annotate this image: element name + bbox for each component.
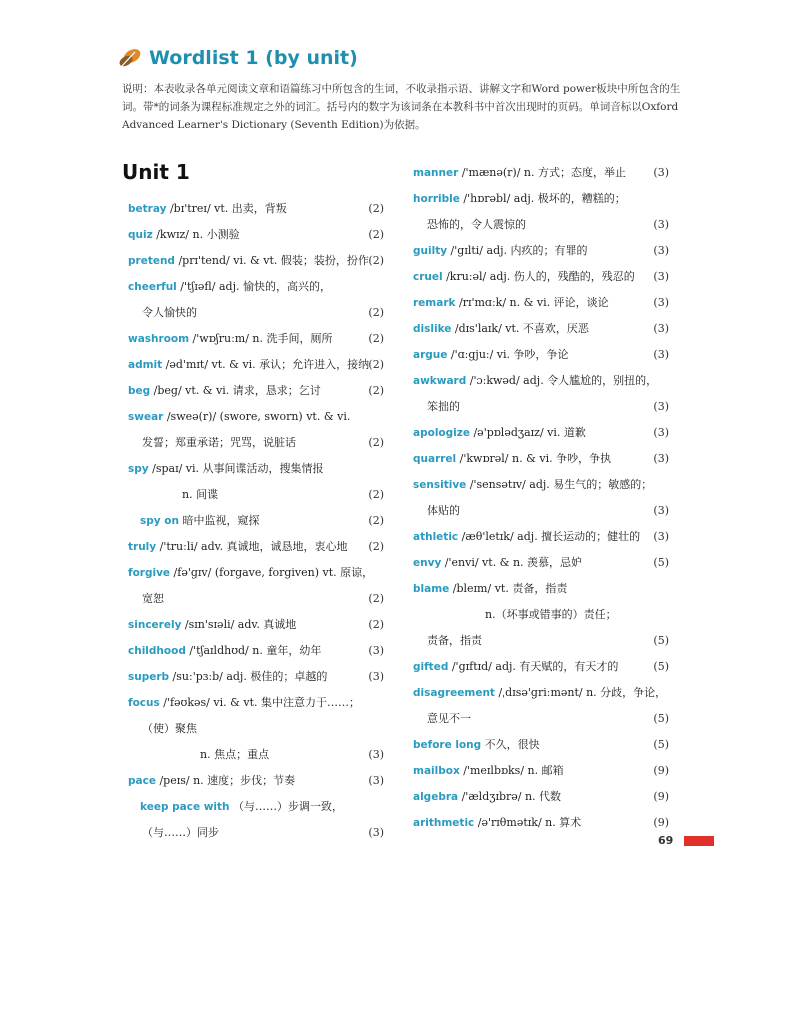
definition: /sɪn'sɪəli/ adv. 真诚地 xyxy=(181,618,297,631)
definition: /beg/ vt. & vi. 请求，恳求；乞讨 xyxy=(150,384,321,397)
page-ref: (3) xyxy=(653,166,669,179)
page-ref: (9) xyxy=(653,790,669,803)
page-title: Wordlist 1 (by unit) xyxy=(149,47,358,69)
entry-text xyxy=(128,378,321,404)
page-ref: (3) xyxy=(368,826,384,839)
definition: 宽恕 xyxy=(142,592,164,605)
unit-title: Unit 1 xyxy=(122,160,190,184)
entry-text xyxy=(128,352,369,378)
definition: /ə'pɒlədʒaɪz/ vi. 道歉 xyxy=(469,426,586,439)
list-item xyxy=(413,238,669,264)
definition: 体贴的 xyxy=(427,504,460,517)
page-ref: (5) xyxy=(653,634,669,647)
page-ref: (3) xyxy=(653,322,669,335)
definition: /bleɪm/ vt. 责备，指责 xyxy=(449,582,568,595)
entry-text xyxy=(413,316,589,342)
list-item xyxy=(128,404,384,430)
list-item xyxy=(413,706,669,732)
page-ref: (3) xyxy=(653,244,669,257)
headword: truly xyxy=(128,541,157,553)
definition: n. 间谍 xyxy=(182,488,219,501)
entry-text xyxy=(128,404,350,430)
list-item xyxy=(128,508,384,534)
headword: horrible xyxy=(413,193,460,205)
entry-text xyxy=(182,482,218,508)
list-item xyxy=(413,394,669,420)
entry-text xyxy=(128,638,321,664)
list-item xyxy=(413,160,669,186)
list-item xyxy=(413,602,669,628)
headword: betray xyxy=(128,203,167,215)
page-number-bar xyxy=(684,836,714,846)
list-item xyxy=(128,560,384,586)
entry-text xyxy=(128,690,360,716)
list-item xyxy=(413,420,669,446)
headword: arithmetic xyxy=(413,817,475,829)
definition: /rɪ'mɑːk/ n. & vi. 评论，谈论 xyxy=(455,296,609,309)
headword: blame xyxy=(413,583,450,595)
list-item xyxy=(128,248,384,274)
list-item xyxy=(128,768,384,794)
entry-text xyxy=(142,716,197,742)
entry-text xyxy=(413,446,611,472)
definition: /bɪ'treɪ/ vt. 出卖，背叛 xyxy=(166,202,287,215)
entry-text xyxy=(140,508,259,534)
list-item xyxy=(128,326,384,352)
entry-text xyxy=(485,602,617,628)
headword: before long xyxy=(413,739,482,751)
page-ref: (3) xyxy=(653,348,669,361)
headword: apologize xyxy=(413,427,470,439)
definition: 发誓；郑重承诺；咒骂，说脏话 xyxy=(142,436,296,449)
entry-text xyxy=(413,784,561,810)
page-ref: (2) xyxy=(368,358,384,371)
entry-text xyxy=(413,264,635,290)
definition: 令人愉快的 xyxy=(142,306,197,319)
list-item xyxy=(413,264,669,290)
entry-text xyxy=(128,274,331,300)
entry-text xyxy=(128,534,348,560)
entry-text xyxy=(413,758,564,784)
definition: /'gɪftɪd/ adj. 有天赋的，有天才的 xyxy=(448,660,619,673)
definition: n.（坏事或错事的）责任； xyxy=(485,608,617,621)
leaf-icon xyxy=(117,46,143,70)
page-ref: (3) xyxy=(653,530,669,543)
headword: sensitive xyxy=(413,479,467,491)
page-ref: (2) xyxy=(368,332,384,345)
page-ref: (5) xyxy=(653,660,669,673)
page-ref: (2) xyxy=(368,488,384,501)
headword: superb xyxy=(128,671,170,683)
entry-text xyxy=(413,368,657,394)
right-column xyxy=(413,160,669,836)
entry-text xyxy=(413,342,569,368)
list-item xyxy=(413,732,669,758)
page-ref: (2) xyxy=(368,384,384,397)
page-ref: (5) xyxy=(653,738,669,751)
page-ref: (2) xyxy=(368,306,384,319)
entry-text xyxy=(128,196,287,222)
list-item xyxy=(128,690,384,716)
wordlist-header xyxy=(117,46,358,70)
headword: quiz xyxy=(128,229,153,241)
page-ref: (3) xyxy=(653,296,669,309)
headword: spy xyxy=(128,463,149,475)
headword: argue xyxy=(413,349,448,361)
page-ref: (3) xyxy=(653,504,669,517)
list-item xyxy=(413,550,669,576)
headword: envy xyxy=(413,557,442,569)
page-ref: (2) xyxy=(368,514,384,527)
entry-text xyxy=(413,810,581,836)
page-ref: (3) xyxy=(368,774,384,787)
entry-text xyxy=(413,680,666,706)
headword: disagreement xyxy=(413,687,495,699)
entry-text xyxy=(413,238,588,264)
page-ref: (2) xyxy=(368,254,384,267)
list-item xyxy=(128,820,384,846)
definition: /spaɪ/ vi. 从事间谍活动，搜集情报 xyxy=(148,462,324,475)
list-item xyxy=(413,524,669,550)
list-item xyxy=(413,186,669,212)
definition: /'envi/ vt. & n. 羡慕，忌妒 xyxy=(441,556,583,569)
entry-text xyxy=(142,820,219,846)
definition: /'fəʊkəs/ vi. & vt. 集中注意力于……； xyxy=(159,696,361,709)
definition: /peɪs/ n. 速度；步伐；节奏 xyxy=(155,774,296,787)
headword: sincerely xyxy=(128,619,182,631)
headword: algebra xyxy=(413,791,459,803)
page-ref: (2) xyxy=(368,202,384,215)
list-item xyxy=(413,342,669,368)
list-item xyxy=(128,664,384,690)
definition: /'hɒrəbl/ adj. 极坏的，糟糕的； xyxy=(459,192,626,205)
definition: /ˌdɪsə'griːmənt/ n. 分歧，争论， xyxy=(494,686,667,699)
page-ref: (2) xyxy=(368,618,384,631)
entry-text xyxy=(413,654,618,680)
list-item xyxy=(128,794,384,820)
entry-text xyxy=(140,794,343,820)
definition: /kruːəl/ adj. 伤人的，残酷的，残忍的 xyxy=(442,270,635,283)
headword: dislike xyxy=(413,323,452,335)
entry-text xyxy=(413,524,640,550)
definition: /'truːli/ adv. 真诚地，诚恳地，衷心地 xyxy=(156,540,348,553)
list-item xyxy=(128,716,384,742)
entry-text xyxy=(142,430,296,456)
headword: mailbox xyxy=(413,765,460,777)
headword: cruel xyxy=(413,271,443,283)
entry-text xyxy=(413,186,626,212)
entry-text xyxy=(427,628,482,654)
definition: /fə'gɪv/ (forgave, forgiven) vt. 原谅， xyxy=(170,566,374,579)
page-ref: (3) xyxy=(653,400,669,413)
entry-text xyxy=(128,560,373,586)
headword: spy on xyxy=(140,515,179,527)
page-ref: (3) xyxy=(653,452,669,465)
list-item xyxy=(413,784,669,810)
definition: /'mænə(r)/ n. 方式；态度，举止 xyxy=(458,166,626,179)
definition: 暗中监视，窥探 xyxy=(178,514,260,527)
entry-text xyxy=(413,420,586,446)
entry-text xyxy=(128,222,240,248)
definition: 笨拙的 xyxy=(427,400,460,413)
list-item xyxy=(413,290,669,316)
headword: pretend xyxy=(128,255,175,267)
entry-text xyxy=(200,742,269,768)
definition: /'kwɒrəl/ n. & vi. 争吵，争执 xyxy=(456,452,612,465)
page-ref: (2) xyxy=(368,592,384,605)
list-item xyxy=(128,638,384,664)
list-item xyxy=(413,498,669,524)
definition: /ə'rɪθmətɪk/ n. 算术 xyxy=(474,816,582,829)
entry-text xyxy=(413,472,652,498)
list-item xyxy=(128,612,384,638)
page-ref: (9) xyxy=(653,816,669,829)
definition: /'tʃaɪldhʊd/ n. 童年，幼年 xyxy=(185,644,322,657)
page-ref: (3) xyxy=(368,670,384,683)
headword: pace xyxy=(128,775,156,787)
definition: /æθ'letɪk/ adj. 擅长运动的；健壮的 xyxy=(458,530,641,543)
headword: remark xyxy=(413,297,456,309)
entry-text xyxy=(128,248,369,274)
headword: athletic xyxy=(413,531,459,543)
definition: 责备，指责 xyxy=(427,634,482,647)
list-item xyxy=(128,482,384,508)
headword: beg xyxy=(128,385,151,397)
definition: /dɪs'laɪk/ vt. 不喜欢，厌恶 xyxy=(451,322,589,335)
page-ref: (3) xyxy=(368,748,384,761)
definition: /'gɪlti/ adj. 内疚的；有罪的 xyxy=(447,244,588,257)
entry-text xyxy=(128,664,327,690)
page-ref: (2) xyxy=(368,436,384,449)
headword: admit xyxy=(128,359,163,371)
definition: /'ɑːgjuː/ vi. 争吵，争论 xyxy=(447,348,569,361)
page-ref: (3) xyxy=(653,270,669,283)
definition: /prɪ'tend/ vi. & vt. 假装；装扮，扮作 xyxy=(174,254,369,267)
list-item xyxy=(413,628,669,654)
list-item xyxy=(128,222,384,248)
definition: /sweə(r)/ (swore, sworn) vt. & vi. xyxy=(163,410,351,423)
list-item xyxy=(128,456,384,482)
entry-text xyxy=(413,576,567,602)
list-item xyxy=(413,576,669,602)
list-item xyxy=(413,472,669,498)
intro-note: 说明：本表收录各单元阅读文章和语篇练习中所包含的生词，不收录指示语、讲解文字和Word power板块中所包含的生词。带*的词条为课程标准规定之外的词汇。括号内的数字为该词条在本教科书中首次出现时的页码。单词音标以Oxford Advanced Learner's Dictionary (Seventh Edition)为依据。 xyxy=(122,83,681,131)
headword: focus xyxy=(128,697,160,709)
definition: /kwɪz/ n. 小测验 xyxy=(152,228,240,241)
list-item xyxy=(128,586,384,612)
definition: （使）聚焦 xyxy=(142,722,197,735)
entry-text xyxy=(142,300,197,326)
headword: childhood xyxy=(128,645,186,657)
list-item xyxy=(128,300,384,326)
headword: manner xyxy=(413,167,459,179)
list-item xyxy=(413,680,669,706)
entry-text xyxy=(128,612,296,638)
list-item xyxy=(128,742,384,768)
headword: guilty xyxy=(413,245,448,257)
definition: /'sensətɪv/ adj. 易生气的；敏感的； xyxy=(466,478,653,491)
entry-text xyxy=(413,550,582,576)
list-item xyxy=(128,274,384,300)
left-column xyxy=(128,196,384,846)
entry-text xyxy=(413,732,540,758)
entry-text xyxy=(128,768,295,794)
page-ref: (3) xyxy=(653,426,669,439)
page-ref: (3) xyxy=(653,218,669,231)
definition: 恐怖的，令人震惊的 xyxy=(427,218,526,231)
definition: /'meɪlbɒks/ n. 邮箱 xyxy=(459,764,564,777)
entry-text xyxy=(413,160,626,186)
page-ref: (5) xyxy=(653,556,669,569)
entry-text xyxy=(142,586,164,612)
definition: /'tʃɪəfl/ adj. 愉快的，高兴的， xyxy=(176,280,331,293)
page-ref: (9) xyxy=(653,764,669,777)
list-item xyxy=(128,196,384,222)
list-item xyxy=(413,368,669,394)
definition: （与……）同步 xyxy=(142,826,219,839)
definition: 不久，很快 xyxy=(481,738,540,751)
list-item xyxy=(413,810,669,836)
headword: forgive xyxy=(128,567,171,579)
definition: /'wɒʃruːm/ n. 洗手间，厕所 xyxy=(189,332,333,345)
page-ref: (2) xyxy=(368,228,384,241)
definition: /'ældʒɪbrə/ n. 代数 xyxy=(458,790,562,803)
list-item xyxy=(413,212,669,238)
page-ref: (3) xyxy=(368,644,384,657)
definition: （与……）步调一致， xyxy=(229,800,344,813)
headword: gifted xyxy=(413,661,449,673)
entry-text xyxy=(427,394,460,420)
page-number: 69 xyxy=(658,834,674,847)
definition: /'ɔːkwəd/ adj. 令人尴尬的，别扭的， xyxy=(466,374,658,387)
headword: quarrel xyxy=(413,453,457,465)
headword: swear xyxy=(128,411,164,423)
entry-text xyxy=(413,290,609,316)
list-item xyxy=(413,758,669,784)
definition: 意见不一 xyxy=(427,712,471,725)
definition: /əd'mɪt/ vt. & vi. 承认；允许进入，接纳 xyxy=(162,358,370,371)
list-item xyxy=(128,352,384,378)
definition: n. 焦点；重点 xyxy=(200,748,270,761)
entry-text xyxy=(427,706,471,732)
page-ref: (2) xyxy=(368,540,384,553)
headword: washroom xyxy=(128,333,190,345)
headword: keep pace with xyxy=(140,801,230,813)
list-item xyxy=(128,378,384,404)
headword: awkward xyxy=(413,375,467,387)
list-item xyxy=(413,316,669,342)
list-item xyxy=(413,446,669,472)
list-item xyxy=(413,654,669,680)
entry-text xyxy=(128,456,324,482)
list-item xyxy=(128,534,384,560)
headword: cheerful xyxy=(128,281,177,293)
entry-text xyxy=(427,498,460,524)
entry-text xyxy=(427,212,526,238)
list-item xyxy=(128,430,384,456)
entry-text xyxy=(128,326,333,352)
page-ref: (5) xyxy=(653,712,669,725)
definition: /suː'pɜːb/ adj. 极佳的；卓越的 xyxy=(169,670,328,683)
